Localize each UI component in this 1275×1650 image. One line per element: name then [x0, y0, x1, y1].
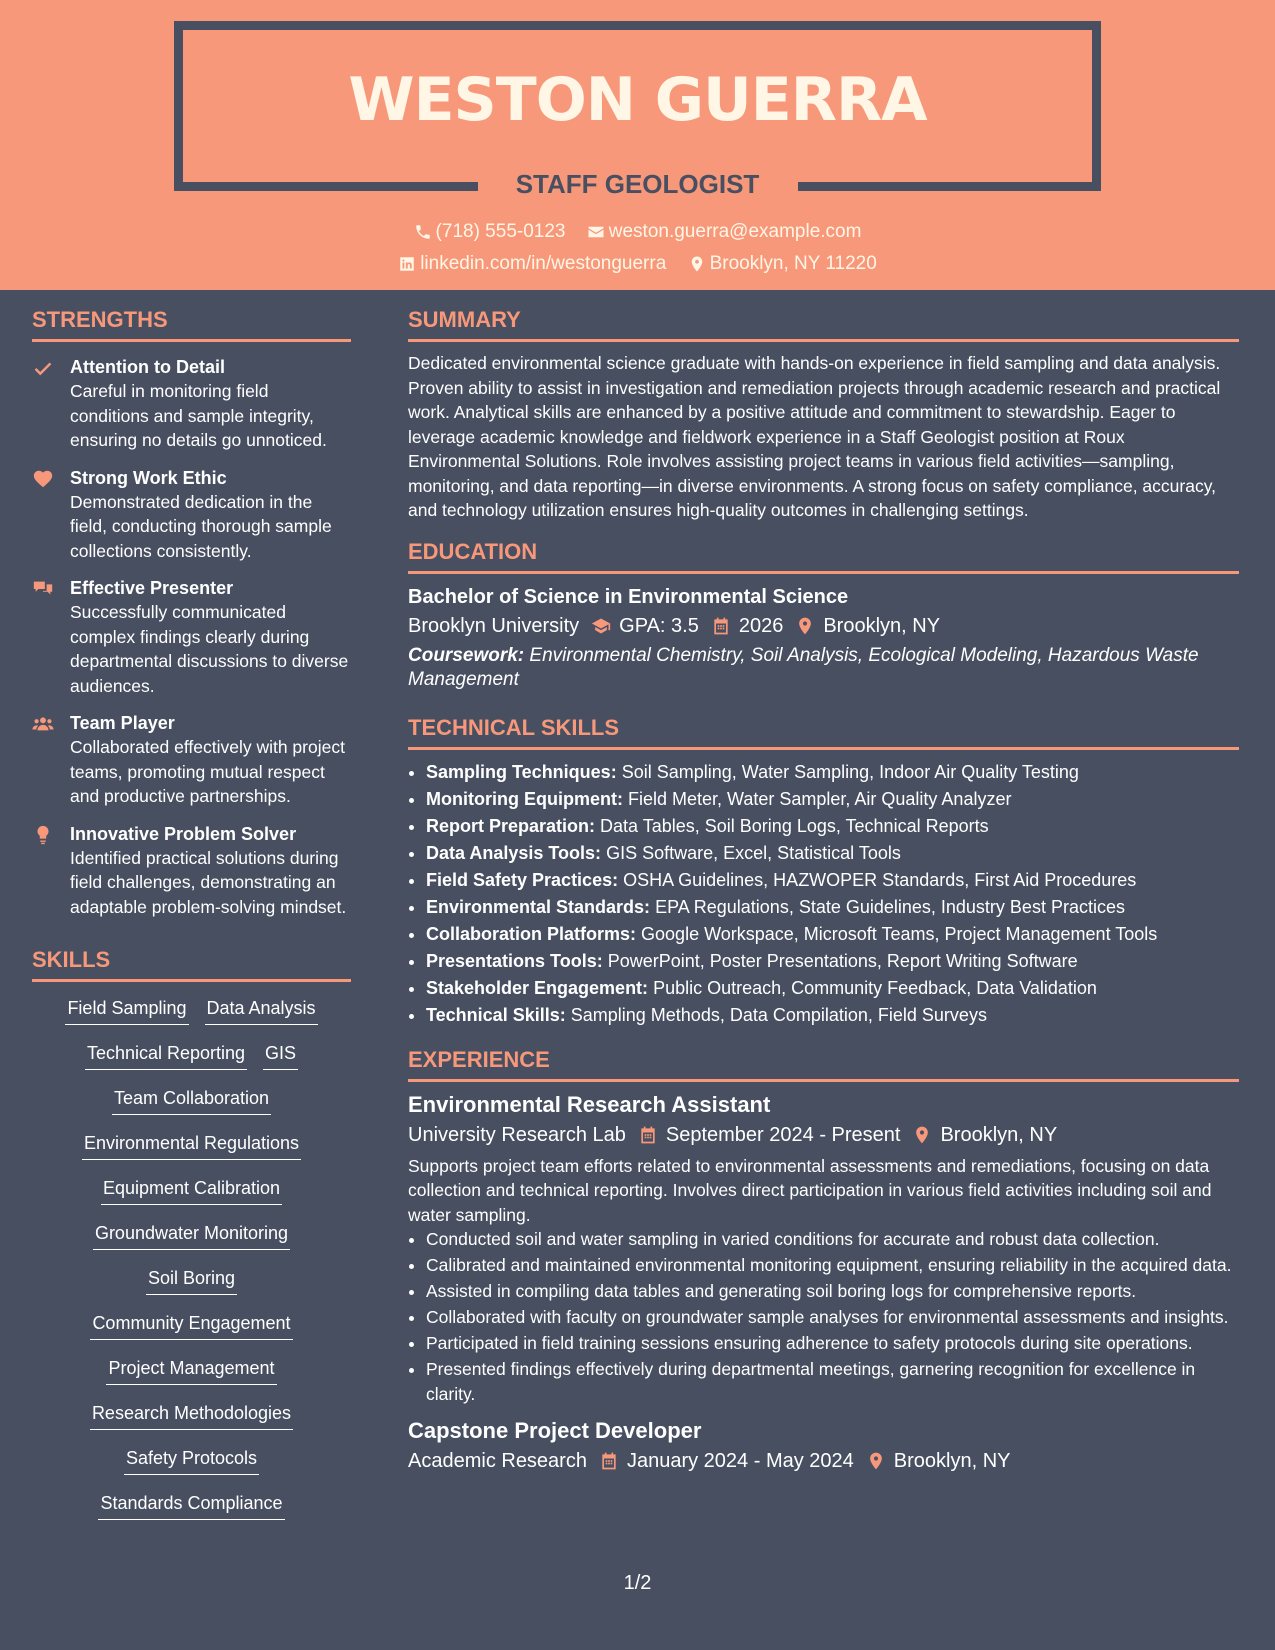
gpa-text: GPA: 3.5 [619, 614, 699, 637]
tech-skill-value: Soil Sampling, Water Sampling, Indoor Air Quality Testing [621, 761, 1079, 782]
list-item [426, 894, 1239, 921]
skill-tag: Soil Boring [146, 1266, 237, 1295]
calendar-icon [638, 1125, 658, 1145]
tech-skill-label: Environmental Standards: [426, 896, 651, 917]
skill-tag: Equipment Calibration [101, 1176, 282, 1205]
map-pin-icon [912, 1125, 932, 1145]
summary-text: Dedicated environmental science graduate with hands-on experience in field sampling and data analysis. Proven ability to assist in investigation and remediation projects through academic research and practical work. Analytical skills are enhanced by a positive attitude and commitment to stewardship. Eager to leverage academic knowledge and fieldwork experience in a Staff Geologist position at Roux Environmental Solutions. Role involves assisting project teams in various field activities—sampling, monitoring, and data reporting—in diverse environments. A strong focus on safety compliance, accuracy, and technology utilization ensures high-quality outcomes in challenging settings. [408, 353, 1221, 520]
skill-tag: Data Analysis [205, 996, 318, 1025]
resume-header [0, 0, 1275, 290]
skills-list [32, 996, 351, 1536]
location-contact [688, 251, 877, 277]
coursework [408, 644, 1239, 693]
list-item [426, 813, 1239, 840]
skill-tag: GIS [263, 1041, 298, 1070]
strength-item [32, 711, 351, 809]
technical-skills-heading: TECHNICAL SKILLS [408, 713, 1239, 750]
main-column [408, 305, 1239, 1476]
linkedin-text: linkedin.com/in/westonguerra [420, 253, 667, 274]
job-title: STAFF GEOLOGIST [515, 169, 760, 199]
list-item [426, 1002, 1239, 1029]
strength-name: Innovative Problem Solver [70, 823, 297, 844]
list-item [426, 867, 1239, 894]
strength-item [32, 822, 351, 920]
phone-icon [414, 223, 432, 241]
strength-name: Team Player [70, 713, 175, 733]
job-meta-1 [408, 1120, 1239, 1150]
job-dates: January 2024 - May 2024 [626, 1450, 854, 1472]
email-contact[interactable] [587, 219, 862, 245]
job-description: Supports project team efforts related to environmental assessments and remediations, focusing on data collection and technical reporting. Involves direct participation in various field activities including soil and water sampling. [408, 1155, 1212, 1225]
contact-line-2 [0, 251, 1275, 281]
education-heading: EDUCATION [408, 537, 1239, 574]
mail-icon [587, 223, 605, 241]
calendar-icon [711, 616, 731, 636]
tech-skill-label: Collaboration Platforms: [426, 923, 637, 944]
tech-skill-label: Technical Skills: [426, 1004, 566, 1025]
strength-item [32, 576, 351, 698]
job-title-2: Capstone Project Developer [408, 1418, 702, 1443]
job-title-1: Environmental Research Assistant [408, 1091, 771, 1117]
job-location: Brooklyn, NY [940, 1123, 1058, 1146]
tech-skill-label: Field Safety Practices: [426, 869, 619, 890]
skill-tag: Community Engagement [90, 1311, 292, 1340]
summary-heading: SUMMARY [408, 305, 1239, 342]
list-item [426, 759, 1239, 786]
phone-contact[interactable] [414, 219, 566, 245]
skill-tag: Standards Compliance [98, 1491, 284, 1520]
job-org: University Research Lab [408, 1123, 626, 1146]
location-text: Brooklyn, NY 11220 [709, 253, 877, 274]
school-location: Brooklyn, NY [823, 614, 941, 637]
tech-skill-value: Public Outreach, Community Feedback, Data Validation [653, 977, 1097, 998]
sidebar [32, 305, 351, 1536]
tech-skill-value: Sampling Methods, Data Compilation, Field Surveys [570, 1004, 987, 1025]
tech-skill-label: Stakeholder Engagement: [426, 977, 649, 998]
skill-tag: Safety Protocols [124, 1446, 259, 1475]
tech-skill-label: Sampling Techniques: [426, 761, 617, 782]
list-item: • Participated in field training sessions ensuring adherence to safety protocols during site operations. [426, 1331, 1239, 1356]
strength-desc: Collaborated effectively with project teams, promoting mutual respect and productive partnerships. [70, 737, 345, 806]
tech-skill-value: Field Meter, Water Sampler, Air Quality Analyzer [627, 788, 1012, 809]
strength-desc: Careful in monitoring field conditions and sample integrity, ensuring no details go unnoticed. [70, 381, 327, 450]
school-name: Brooklyn University [408, 614, 580, 637]
check-icon [32, 357, 54, 379]
lightbulb-icon [32, 824, 54, 846]
linkedin-contact[interactable] [398, 251, 666, 277]
skill-tag: Team Collaboration [112, 1086, 271, 1115]
users-icon [32, 713, 54, 735]
strength-name: Attention to Detail [70, 357, 225, 377]
job-bullets [408, 1227, 1239, 1406]
tech-skill-value: Data Tables, Soil Boring Logs, Technical Reports [600, 815, 989, 836]
strength-desc: Successfully communicated complex findings clearly during departmental discussions to diverse audiences. [70, 602, 349, 696]
tech-skill-label: Data Analysis Tools: [426, 842, 602, 863]
tech-skill-label: Report Preparation: [426, 815, 596, 836]
list-item [426, 948, 1239, 975]
linkedin-icon [398, 255, 416, 273]
strength-item [32, 466, 351, 564]
tech-skill-value: GIS Software, Excel, Statistical Tools [606, 842, 901, 863]
comments-icon [32, 578, 54, 600]
contact-line-1 [0, 219, 1275, 249]
list-item [426, 921, 1239, 948]
map-pin-icon [795, 616, 815, 636]
strengths-list [32, 355, 351, 919]
strength-desc: Demonstrated dedication in the field, conducting thorough sample collections consistently. [70, 491, 332, 561]
job-location: Brooklyn, NY [893, 1450, 1011, 1472]
tech-skill-value: PowerPoint, Poster Presentations, Report Writing Software [607, 950, 1078, 971]
strengths-heading: STRENGTHS [32, 305, 351, 342]
email-text: weston.guerra@example.com [608, 221, 862, 242]
education-meta [408, 611, 1239, 641]
list-item [426, 840, 1239, 867]
list-item: • Calibrated and maintained environmental monitoring equipment, ensuring reliability in the acquired data. [426, 1253, 1239, 1278]
strength-item [32, 355, 351, 453]
graduation-cap-icon [591, 616, 611, 636]
experience-heading: EXPERIENCE [408, 1045, 1239, 1082]
phone-text: (718) 555-0123 [435, 221, 566, 242]
tech-skill-value: EPA Regulations, State Guidelines, Industry Best Practices [655, 896, 1125, 917]
page-number: 1/2 [623, 1572, 652, 1594]
list-item [426, 786, 1239, 813]
skill-tag: Technical Reporting [85, 1041, 247, 1070]
coursework-text: Environmental Chemistry, Soil Analysis, Ecological Modeling, Hazardous Waste Management [408, 644, 1199, 690]
skills-heading: SKILLS [32, 945, 351, 982]
tech-skill-value: Google Workspace, Microsoft Teams, Project Management Tools [641, 923, 1158, 944]
list-item: • Presented findings effectively during departmental meetings, garnering recognition for excellence in clarity. [426, 1357, 1239, 1406]
strength-name: Effective Presenter [70, 578, 234, 598]
map-pin-icon [866, 1451, 886, 1471]
map-pin-icon [688, 255, 706, 273]
heart-icon [32, 468, 54, 490]
coursework-label: Coursework: [408, 644, 525, 666]
strength-name: Strong Work Ethic [70, 467, 227, 488]
skill-tag: Environmental Regulations [82, 1131, 301, 1160]
list-item: • Conducted soil and water sampling in varied conditions for accurate and robust data collection. [426, 1227, 1239, 1252]
list-item: • Collaborated with faculty on groundwater sample analyses for environmental assessments and insights. [426, 1305, 1239, 1330]
job-meta-2 [408, 1446, 1239, 1476]
job-dates: September 2024 - Present [665, 1123, 901, 1146]
calendar-icon [599, 1451, 619, 1471]
tech-skill-label: Presentations Tools: [426, 950, 603, 971]
skill-tag: Project Management [106, 1356, 276, 1385]
skill-tag: Field Sampling [65, 996, 188, 1025]
candidate-name: WESTON GUERRA [348, 65, 927, 135]
tech-skill-value: OSHA Guidelines, HAZWOPER Standards, First Aid Procedures [623, 869, 1137, 890]
list-item: • Assisted in compiling data tables and generating soil boring logs for comprehensive reports. [426, 1279, 1239, 1304]
strength-desc: Identified practical solutions during field challenges, demonstrating an adaptable problem-solving mindset. [70, 847, 347, 917]
graduation-year: 2026 [738, 614, 784, 637]
skill-tag: Research Methodologies [90, 1401, 293, 1430]
degree-title: Bachelor of Science in Environmental Science [408, 585, 849, 608]
job-org: Academic Research [408, 1450, 587, 1472]
list-item [426, 975, 1239, 1002]
tech-skill-label: Monitoring Equipment: [426, 788, 623, 809]
skill-tag: Groundwater Monitoring [93, 1221, 290, 1250]
technical-skills-list [408, 759, 1239, 1029]
